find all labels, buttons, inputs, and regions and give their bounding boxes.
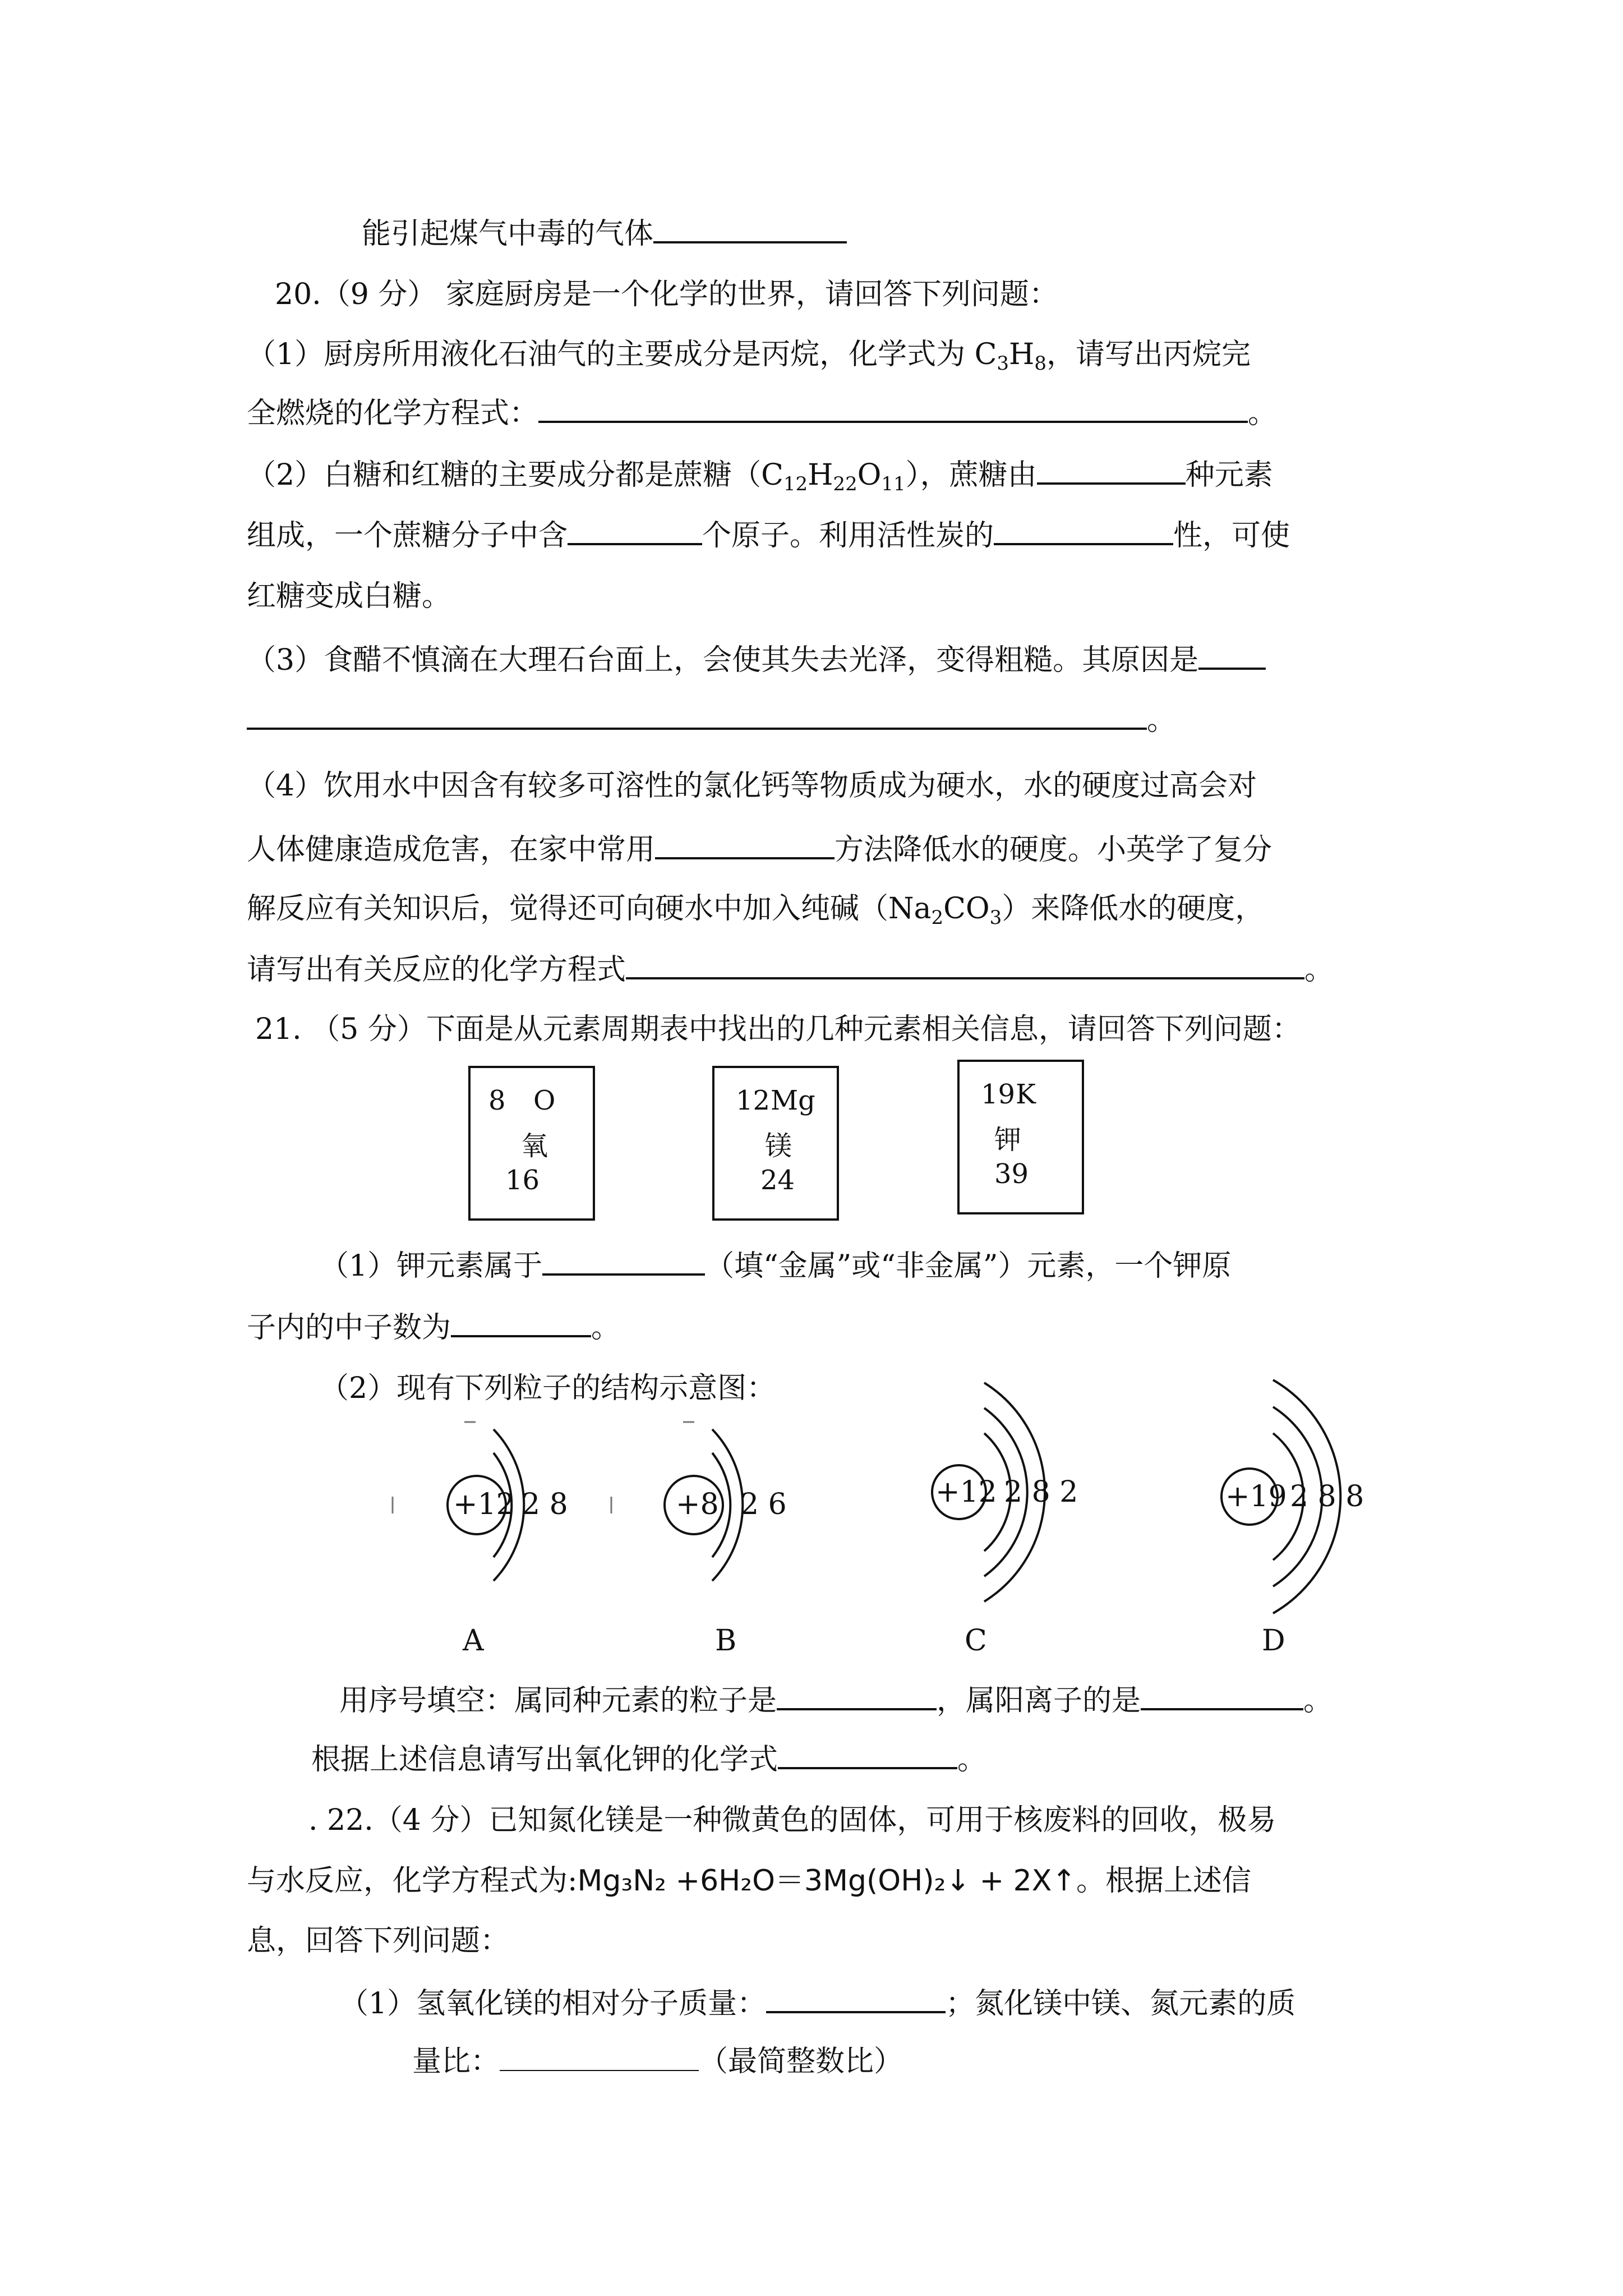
text: 。根据上述信	[1076, 1864, 1251, 1898]
element-name: 氧	[521, 1130, 548, 1162]
q20-header: 20.（9 分） 家庭厨房是一个化学的世界，请回答下列问题：	[275, 278, 1058, 311]
atomic-mass: 39	[994, 1158, 1029, 1190]
electron-shells-b: 2 6	[740, 1488, 787, 1521]
text: （1）厨房所用液化石油气的主要成分是丙烷，化学式为 C	[247, 338, 997, 371]
nucleus-charge-a: +12	[453, 1488, 515, 1521]
text: H	[808, 458, 833, 492]
text: 个原子。利用活性炭的	[702, 519, 994, 553]
diagram-label-a: A	[463, 1624, 484, 1658]
q22-header: . 22.（4 分）已知氮化镁是一种微黄色的固体，可用于核废料的回收，极易	[308, 1803, 1276, 1837]
text: 组成，一个蔗糖分子中含	[247, 519, 568, 553]
diagram-label-b: B	[715, 1624, 737, 1658]
q20-part4-line1: （4）饮用水中因含有较多可溶性的氯化钙等物质成为硬水，水的硬度过高会对	[247, 769, 1257, 803]
answer-blank[interactable]	[500, 2042, 699, 2071]
subscript: 22	[833, 473, 857, 495]
element-symbol: K	[1016, 1079, 1036, 1110]
q22-line3: 息，回答下列问题：	[247, 1924, 510, 1958]
period: 。	[591, 1311, 621, 1345]
subscript: 12	[783, 473, 808, 495]
q21-fill-line2	[311, 1739, 986, 1779]
text: （1）钾元素属于	[320, 1249, 543, 1283]
text: O	[857, 458, 882, 492]
atomic-number: 19	[981, 1079, 1016, 1110]
nucleus-charge-c: +12	[935, 1475, 997, 1509]
text: 全燃烧的化学方程式：	[247, 397, 539, 430]
period: 。	[1303, 1684, 1333, 1718]
electron-shells-c: 2 8 2	[1004, 1475, 1078, 1509]
text: 子内的中子数为	[247, 1311, 451, 1345]
nucleus-charge-d: +19	[1225, 1480, 1287, 1513]
text: 种元素	[1185, 458, 1273, 492]
q22-part1-line2	[412, 2042, 903, 2081]
text: （最简整数比）	[699, 2045, 903, 2078]
answer-blank[interactable]	[778, 1739, 957, 1769]
atomic-number: 8	[488, 1085, 506, 1116]
q22-part1-line1	[339, 1983, 1295, 2023]
text: 性，可使	[1173, 519, 1290, 553]
text: H	[1009, 338, 1035, 371]
nucleus-charge-b: +8	[676, 1488, 719, 1521]
text: 用序号填空：属同种元素的粒子是	[339, 1684, 777, 1718]
text: ；氮化镁中镁、氮元素的质	[946, 1987, 1296, 2021]
q21-part2-line: （2）现有下列粒子的结构示意图：	[320, 1372, 776, 1405]
q21-fill-line1	[339, 1680, 1332, 1720]
atomic-number: 12	[736, 1085, 771, 1116]
subscript: 11	[881, 473, 906, 495]
q22-line2	[247, 1861, 1251, 1901]
text: 方法降低水的硬度。小英学了复分	[834, 833, 1272, 867]
text: ），蔗糖由	[905, 458, 1037, 492]
answer-blank[interactable]	[777, 1680, 937, 1710]
text: 解反应有关知识后，觉得还可向硬水中加入纯碱（Na	[247, 892, 932, 926]
text: 量比：	[412, 2045, 500, 2078]
period: 。	[1248, 397, 1278, 430]
q21-header: 21. （5 分）下面是从元素周期表中找出的几种元素相关信息，请回答下列问题：	[255, 1013, 1301, 1046]
text: （1）氢氧化镁的相对分子质量：	[339, 1987, 767, 2021]
text: 请写出有关反应的化学方程式	[247, 953, 626, 987]
text: （填“金属”或“非金属”）元素，一个钾原	[705, 1249, 1232, 1283]
subscript: 2	[931, 907, 944, 929]
period: 。	[1304, 953, 1334, 987]
text: （3）食醋不慎滴在大理石台面上，会使其失去光泽，变得粗糙。其原因是	[247, 643, 1199, 677]
text: CO	[943, 892, 990, 926]
text: ，请写出丙烷完	[1046, 338, 1251, 371]
text: 根据上述信息请写出氧化钾的化学式	[311, 1743, 778, 1777]
subscript: 8	[1034, 352, 1047, 375]
subscript: 3	[989, 907, 1002, 929]
text: 与水反应，化学方程式为:	[247, 1864, 578, 1898]
electron-shells-d: 2 8 8	[1290, 1480, 1364, 1513]
atomic-mass: 16	[505, 1165, 540, 1196]
diagram-label-d: D	[1262, 1624, 1285, 1658]
diagram-label-c: C	[965, 1624, 987, 1658]
text: （2）白糖和红糖的主要成分都是蔗糖（C	[247, 458, 783, 492]
element-symbol: O	[533, 1085, 556, 1116]
period: 。	[957, 1743, 987, 1777]
text: ，属阳离子的是	[937, 1684, 1141, 1718]
element-symbol: Mg	[771, 1085, 815, 1116]
q20-part2-line3: 红糖变成白糖。	[247, 579, 451, 613]
subscript: 3	[997, 352, 1009, 375]
chemical-equation: Mg₃N₂ +6H₂O＝3Mg(OH)₂↓ + 2X↑	[577, 1864, 1076, 1898]
period: 。	[1147, 703, 1177, 737]
electron-shells-a: 2 8	[522, 1488, 568, 1521]
atomic-mass: 24	[760, 1165, 795, 1196]
q19-tail-text: 能引起煤气中毒的气体	[362, 217, 654, 251]
answer-blank[interactable]	[1141, 1680, 1303, 1710]
text: ）来降低水的硬度，	[1002, 892, 1265, 926]
element-name: 钾	[994, 1124, 1022, 1156]
text: 人体健康造成危害，在家中常用	[247, 833, 656, 867]
answer-blank[interactable]	[766, 1983, 946, 2013]
element-name: 镁	[765, 1130, 792, 1162]
